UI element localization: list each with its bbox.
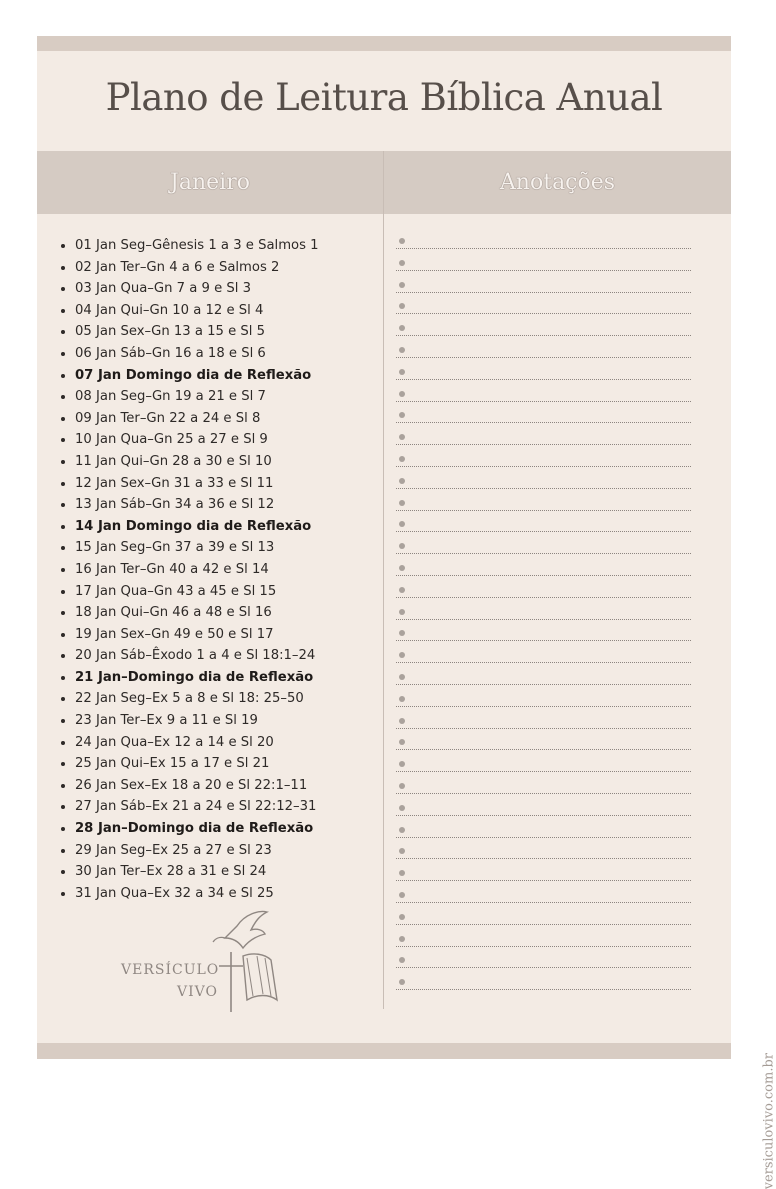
bullet-dot-icon [399, 303, 405, 309]
note-line[interactable] [396, 736, 691, 758]
note-line[interactable] [396, 693, 691, 715]
note-line[interactable] [396, 366, 691, 388]
reading-item: 19 Jan Sex–Gn 49 e 50 e Sl 17 [60, 624, 319, 646]
logo-word-vivo: VIVO [177, 984, 218, 1000]
bullet-dot-icon [399, 957, 405, 963]
bullet-dot-icon [399, 500, 405, 506]
dotted-rule [396, 531, 691, 532]
bullet-dot-icon [399, 325, 405, 331]
reading-item: 12 Jan Sex–Gn 31 a 33 e Sl 11 [60, 473, 319, 495]
reading-list [60, 235, 319, 904]
dotted-rule [396, 967, 691, 968]
bullet-dot-icon [399, 478, 405, 484]
bullet-dot-icon [399, 848, 405, 854]
note-line[interactable] [396, 954, 691, 976]
versiculo-vivo-logo [119, 908, 299, 1018]
reading-item: 10 Jan Qua–Gn 25 a 27 e Sl 9 [60, 429, 319, 451]
note-line[interactable] [396, 715, 691, 737]
note-line[interactable] [396, 300, 691, 322]
top-band [37, 36, 731, 51]
reading-item: 26 Jan Sex–Ex 18 a 20 e Sl 22:1–11 [60, 775, 319, 797]
dotted-rule [396, 793, 691, 794]
bullet-dot-icon [399, 282, 405, 288]
dotted-rule [396, 248, 691, 249]
reflection-day-item: 14 Jan Domingo dia de Reflexão [60, 516, 319, 538]
bullet-dot-icon [399, 761, 405, 767]
note-line[interactable] [396, 562, 691, 584]
bullet-dot-icon [399, 652, 405, 658]
note-line[interactable] [396, 453, 691, 475]
reading-item: 16 Jan Ter–Gn 40 a 42 e Sl 14 [60, 559, 319, 581]
planner-sheet [37, 36, 731, 1059]
note-line[interactable] [396, 388, 691, 410]
dotted-rule [396, 858, 691, 859]
bullet-dot-icon [399, 739, 405, 745]
note-line[interactable] [396, 627, 691, 649]
dotted-rule [396, 575, 691, 576]
reading-item: 08 Jan Seg–Gn 19 a 21 e Sl 7 [60, 386, 319, 408]
bullet-dot-icon [399, 521, 405, 527]
logo-word-versiculo: VERSÍCULO [121, 962, 220, 978]
dotted-rule [396, 640, 691, 641]
bullet-dot-icon [399, 892, 405, 898]
reading-item: 29 Jan Seg–Ex 25 a 27 e Sl 23 [60, 840, 319, 862]
note-line[interactable] [396, 409, 691, 431]
bullet-dot-icon [399, 914, 405, 920]
dotted-rule [396, 619, 691, 620]
note-line[interactable] [396, 867, 691, 889]
dotted-rule [396, 706, 691, 707]
dotted-rule [396, 728, 691, 729]
note-line[interactable] [396, 780, 691, 802]
website-url: versiculovivo.com.br [761, 1053, 776, 1189]
bullet-dot-icon [399, 783, 405, 789]
dotted-rule [396, 902, 691, 903]
dotted-rule [396, 597, 691, 598]
bullet-dot-icon [399, 391, 405, 397]
dotted-rule [396, 815, 691, 816]
dotted-rule [396, 466, 691, 467]
note-line[interactable] [396, 889, 691, 911]
dotted-rule [396, 880, 691, 881]
dotted-rule [396, 422, 691, 423]
reading-item: 03 Jan Qua–Gn 7 a 9 e Sl 3 [60, 278, 319, 300]
reflection-day-item: 07 Jan Domingo dia de Reflexão [60, 365, 319, 387]
dotted-rule [396, 989, 691, 990]
note-line[interactable] [396, 584, 691, 606]
dotted-rule [396, 946, 691, 947]
bullet-dot-icon [399, 609, 405, 615]
column-divider [383, 151, 384, 1009]
dotted-rule [396, 662, 691, 663]
bullet-dot-icon [399, 587, 405, 593]
reading-item: 24 Jan Qua–Ex 12 a 14 e Sl 20 [60, 732, 319, 754]
bullet-dot-icon [399, 936, 405, 942]
column-header-notes: Anotações [499, 170, 616, 195]
bullet-dot-icon [399, 696, 405, 702]
dotted-rule [396, 924, 691, 925]
reading-item: 15 Jan Seg–Gn 37 a 39 e Sl 13 [60, 537, 319, 559]
reflection-day-item: 21 Jan–Domingo dia de Reflexão [60, 667, 319, 689]
page-title: Plano de Leitura Bíblica Anual [105, 76, 663, 119]
dotted-rule [396, 401, 691, 402]
reading-item: 20 Jan Sáb–Êxodo 1 a 4 e Sl 18:1–24 [60, 645, 319, 667]
bullet-dot-icon [399, 674, 405, 680]
note-line[interactable] [396, 911, 691, 933]
dotted-rule [396, 292, 691, 293]
reading-item: 02 Jan Ter–Gn 4 a 6 e Salmos 2 [60, 257, 319, 279]
reading-item: 05 Jan Sex–Gn 13 a 15 e Sl 5 [60, 321, 319, 343]
reading-item: 01 Jan Seg–Gênesis 1 a 3 e Salmos 1 [60, 235, 319, 257]
note-line[interactable] [396, 431, 691, 453]
note-line[interactable] [396, 976, 691, 998]
bullet-dot-icon [399, 347, 405, 353]
reading-item: 11 Jan Qui–Gn 28 a 30 e Sl 10 [60, 451, 319, 473]
reading-item: 04 Jan Qui–Gn 10 a 12 e Sl 4 [60, 300, 319, 322]
note-line[interactable] [396, 279, 691, 301]
dotted-rule [396, 357, 691, 358]
dotted-rule [396, 444, 691, 445]
reflection-day-item: 28 Jan–Domingo dia de Reflexão [60, 818, 319, 840]
bullet-dot-icon [399, 260, 405, 266]
dotted-rule [396, 379, 691, 380]
reading-item: 22 Jan Seg–Ex 5 a 8 e Sl 18: 25–50 [60, 688, 319, 710]
note-line[interactable] [396, 540, 691, 562]
note-line[interactable] [396, 322, 691, 344]
bullet-dot-icon [399, 456, 405, 462]
reading-item: 09 Jan Ter–Gn 22 a 24 e Sl 8 [60, 408, 319, 430]
dotted-rule [396, 488, 691, 489]
bullet-dot-icon [399, 238, 405, 244]
dotted-rule [396, 771, 691, 772]
bullet-dot-icon [399, 827, 405, 833]
dotted-rule [396, 313, 691, 314]
dotted-rule [396, 684, 691, 685]
dotted-rule [396, 553, 691, 554]
notes-area [396, 235, 691, 998]
bullet-dot-icon [399, 543, 405, 549]
note-line[interactable] [396, 475, 691, 497]
dotted-rule [396, 749, 691, 750]
bullet-dot-icon [399, 369, 405, 375]
note-line[interactable] [396, 518, 691, 540]
bullet-dot-icon [399, 870, 405, 876]
bullet-dot-icon [399, 805, 405, 811]
dotted-rule [396, 335, 691, 336]
bottom-band [37, 1043, 731, 1059]
dotted-rule [396, 270, 691, 271]
reading-item: 27 Jan Sáb–Ex 21 a 24 e Sl 22:12–31 [60, 796, 319, 818]
bullet-dot-icon [399, 565, 405, 571]
note-line[interactable] [396, 606, 691, 628]
dotted-rule [396, 837, 691, 838]
column-header-month: Janeiro [170, 170, 250, 195]
reading-item: 30 Jan Ter–Ex 28 a 31 e Sl 24 [60, 861, 319, 883]
note-line[interactable] [396, 235, 691, 257]
note-line[interactable] [396, 257, 691, 279]
reading-item: 17 Jan Qua–Gn 43 a 45 e Sl 15 [60, 581, 319, 603]
bullet-dot-icon [399, 412, 405, 418]
reading-item: 06 Jan Sáb–Gn 16 a 18 e Sl 6 [60, 343, 319, 365]
reading-item: 31 Jan Qua–Ex 32 a 34 e Sl 25 [60, 883, 319, 905]
reading-item: 25 Jan Qui–Ex 15 a 17 e Sl 21 [60, 753, 319, 775]
note-line[interactable] [396, 845, 691, 867]
bullet-dot-icon [399, 979, 405, 985]
note-line[interactable] [396, 824, 691, 846]
bullet-dot-icon [399, 718, 405, 724]
bullet-dot-icon [399, 630, 405, 636]
note-line[interactable] [396, 344, 691, 366]
note-line[interactable] [396, 802, 691, 824]
note-line[interactable] [396, 649, 691, 671]
column-header-band [37, 151, 731, 214]
reading-item: 23 Jan Ter–Ex 9 a 11 e Sl 19 [60, 710, 319, 732]
note-line[interactable] [396, 933, 691, 955]
dotted-rule [396, 510, 691, 511]
note-line[interactable] [396, 671, 691, 693]
note-line[interactable] [396, 758, 691, 780]
reading-item: 18 Jan Qui–Gn 46 a 48 e Sl 16 [60, 602, 319, 624]
reading-item: 13 Jan Sáb–Gn 34 a 36 e Sl 12 [60, 494, 319, 516]
bullet-dot-icon [399, 434, 405, 440]
note-line[interactable] [396, 497, 691, 519]
